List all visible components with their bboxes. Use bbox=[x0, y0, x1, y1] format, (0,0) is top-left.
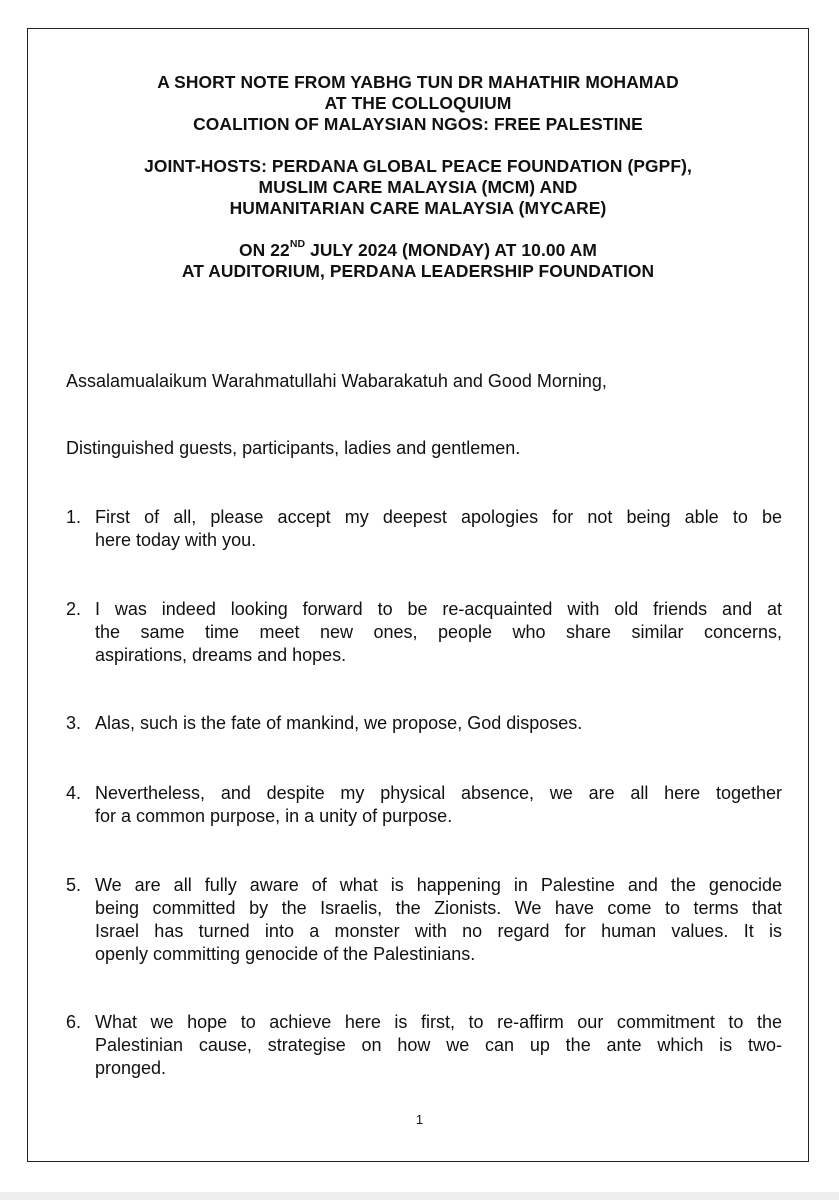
paragraph-6 bbox=[66, 1011, 782, 1080]
paragraph-text bbox=[95, 506, 782, 552]
title-block bbox=[60, 72, 776, 135]
paragraph-number: 6. bbox=[66, 1012, 82, 1032]
paragraph-4 bbox=[66, 782, 782, 828]
paragraph-1 bbox=[66, 506, 782, 552]
paragraph-line: First of all, please accept my deepest apologies for not being able to be bbox=[95, 507, 782, 527]
hosts-line: MUSLIM CARE MALAYSIA (MCM) AND bbox=[258, 177, 578, 197]
scan-bottom-edge bbox=[0, 1192, 839, 1200]
date-venue-block bbox=[60, 240, 776, 282]
paragraph-number: 2. bbox=[66, 599, 82, 619]
event-venue: AT AUDITORIUM, PERDANA LEADERSHIP FOUNDATION bbox=[181, 261, 655, 281]
paragraph-line: I was indeed looking forward to be re-acquainted with old friends and at bbox=[95, 599, 782, 619]
paragraph-text bbox=[95, 712, 782, 735]
title-line: COALITION OF MALAYSIAN NGOS: FREE PALESTINE bbox=[193, 114, 643, 134]
hosts-block bbox=[60, 156, 776, 219]
paragraph-line: the same time meet new ones, people who share similar concerns, bbox=[95, 622, 782, 642]
hosts-line: HUMANITARIAN CARE MALAYSIA (MYCARE) bbox=[229, 198, 607, 218]
paragraph-line: Nevertheless, and despite my physical absence, we are all here together bbox=[95, 783, 782, 803]
paragraph-text bbox=[95, 1011, 782, 1080]
paragraph-text bbox=[95, 782, 782, 828]
paragraph-line: for a common purpose, in a unity of purpose. bbox=[95, 806, 453, 826]
address-line: Distinguished guests, participants, ladies and gentlemen. bbox=[66, 438, 521, 458]
title-line: A SHORT NOTE FROM YABHG TUN DR MAHATHIR MOHAMAD bbox=[157, 72, 679, 92]
paragraph-line: pronged. bbox=[95, 1058, 167, 1078]
paragraph-number: 5. bbox=[66, 875, 82, 895]
paragraph-line: aspirations, dreams and hopes. bbox=[95, 645, 347, 665]
paragraph-line: being committed by the Israelis, the Zionists. We have come to terms that bbox=[95, 898, 782, 918]
paragraph-5 bbox=[66, 874, 782, 966]
page-number: 1 bbox=[415, 1112, 424, 1127]
paragraph-text bbox=[95, 598, 782, 667]
paragraph-line: What we hope to achieve here is first, to re-affirm our commitment to the bbox=[95, 1012, 782, 1032]
event-date bbox=[60, 240, 776, 261]
paragraph-line: here today with you. bbox=[95, 530, 257, 550]
document-header bbox=[60, 72, 776, 303]
paragraph-line: openly committing genocide of the Palestinians. bbox=[95, 944, 476, 964]
paragraph-line: Israel has turned into a monster with no regard for human values. It is bbox=[95, 921, 782, 941]
paragraph-2 bbox=[66, 598, 782, 667]
paragraph-line: Palestinian cause, strategise on how we can up the ante which is two- bbox=[95, 1035, 782, 1055]
paragraph-line: Alas, such is the fate of mankind, we propose, God disposes. bbox=[95, 713, 583, 733]
hosts-line: JOINT-HOSTS: PERDANA GLOBAL PEACE FOUNDATION (PGPF), bbox=[144, 156, 692, 176]
paragraph-number: 4. bbox=[66, 783, 82, 803]
date-ordinal-suffix: ND bbox=[289, 238, 306, 251]
paragraph-number: 1. bbox=[66, 507, 82, 527]
date-prefix: ON 22 bbox=[239, 240, 290, 260]
title-line: AT THE COLLOQUIUM bbox=[324, 93, 512, 113]
greeting: Assalamualaikum Warahmatullahi Wabarakatuh and Good Morning, bbox=[66, 371, 607, 391]
paragraph-text bbox=[95, 874, 782, 966]
date-rest: JULY 2024 (MONDAY) AT 10.00 AM bbox=[305, 240, 597, 260]
paragraph-number: 3. bbox=[66, 713, 82, 733]
paragraph-line: We are all fully aware of what is happening in Palestine and the genocide bbox=[95, 875, 782, 895]
paragraph-3 bbox=[66, 712, 782, 735]
